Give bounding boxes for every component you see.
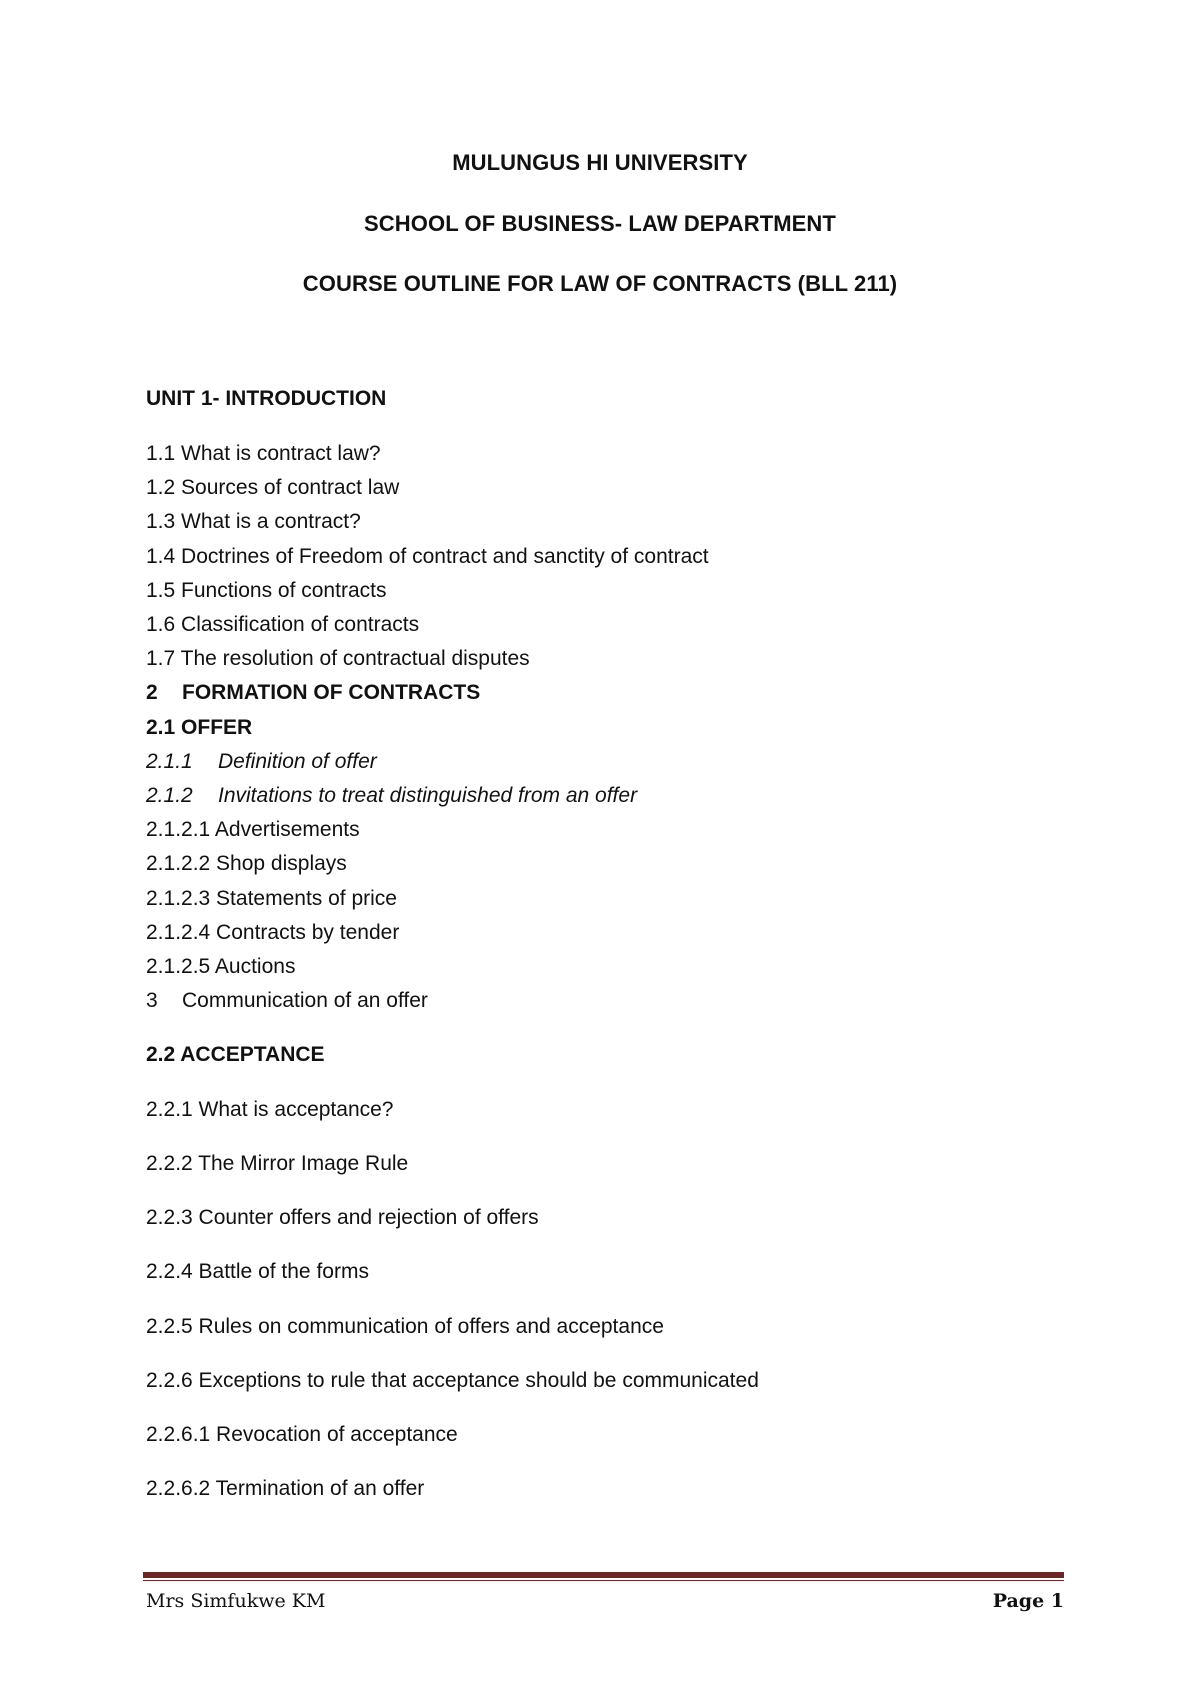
list-item: 2.2.6 Exceptions to rule that acceptance should be communicated (146, 1369, 759, 1392)
unit1-heading: UNIT 1- INTRODUCTION (146, 387, 387, 410)
list-item: 1.6 Classification of contracts (146, 613, 420, 636)
communication-number: 3 (146, 989, 158, 1012)
formation-heading (146, 681, 480, 705)
list-item: 2.2.1 What is acceptance? (146, 1098, 394, 1121)
list-item: 2.1.2.4 Contracts by tender (146, 921, 400, 944)
subsection-text: Invitations to treat distinguished from an offer (218, 784, 638, 807)
formation-title: FORMATION OF CONTRACTS (182, 681, 481, 704)
list-item: 2.2.6.2 Termination of an offer (146, 1477, 425, 1500)
list-item: 2.1.2.1 Advertisements (146, 818, 360, 841)
list-item: 2.2.6.1 Revocation of acceptance (146, 1423, 458, 1446)
list-item: 1.1 What is contract law? (146, 442, 381, 465)
course-title: COURSE OUTLINE FOR LAW OF CONTRACTS (BLL 211) (302, 271, 898, 296)
subsection-number: 2.1.2 (146, 784, 193, 807)
communication-heading (146, 989, 428, 1013)
list-item: 2.1.2.3 Statements of price (146, 887, 397, 910)
list-item: 1.4 Doctrines of Freedom of contract and sanctity of contract (146, 545, 709, 568)
list-item: 2.1.2.2 Shop displays (146, 852, 347, 875)
page-number: Page 1 (992, 1590, 1064, 1612)
list-item: 2.1.2.5 Auctions (146, 955, 296, 978)
list-item: 2.2.3 Counter offers and rejection of offers (146, 1206, 539, 1229)
footer-rule (143, 1572, 1064, 1578)
list-item: 1.5 Functions of contracts (146, 579, 387, 602)
communication-text: Communication of an offer (182, 989, 428, 1012)
list-item: 1.2 Sources of contract law (146, 476, 400, 499)
school-title: SCHOOL OF BUSINESS- LAW DEPARTMENT (364, 211, 836, 236)
footer-author: Mrs Simfukwe KM (146, 1590, 326, 1612)
subsection-text: Definition of offer (218, 750, 377, 773)
list-item: 2.2.2 The Mirror Image Rule (146, 1152, 409, 1175)
offer-subsection (146, 750, 377, 774)
list-item: 2.2.4 Battle of the forms (146, 1260, 369, 1283)
university-title: MULUNGUS HI UNIVERSITY (452, 150, 748, 175)
subsection-number: 2.1.1 (146, 750, 193, 773)
offer-heading: 2.1 OFFER (146, 716, 253, 739)
list-item: 2.2.5 Rules on communication of offers and acceptance (146, 1315, 664, 1338)
list-item: 1.7 The resolution of contractual disputes (146, 647, 530, 670)
formation-number: 2 (146, 681, 158, 704)
list-item: 1.3 What is a contract? (146, 510, 361, 533)
footer-rule-thin (143, 1580, 1064, 1581)
acceptance-heading: 2.2 ACCEPTANCE (146, 1043, 325, 1066)
offer-subsection (146, 784, 637, 808)
